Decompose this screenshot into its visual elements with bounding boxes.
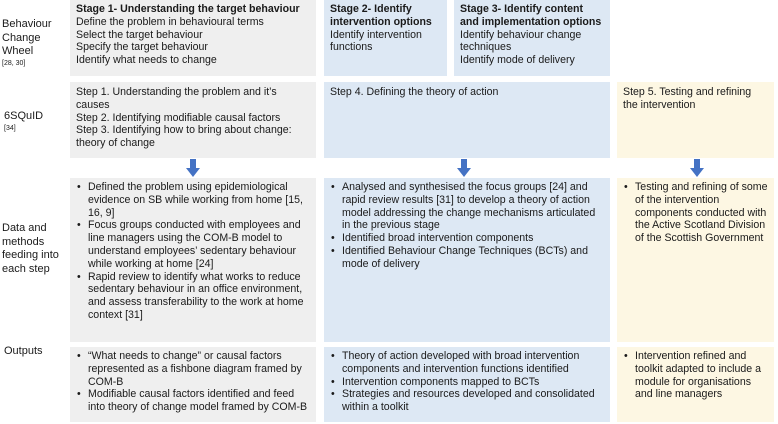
- squid-step-text: Step 1. Understanding the problem and it’s causes: [76, 86, 277, 111]
- bcw-stage2-box: [324, 0, 447, 76]
- row-label-bcw-ref: [28, 30]: [2, 59, 26, 67]
- data-col2-box: [324, 178, 610, 342]
- bcw-stage1-line: Define the problem in behavioural terms: [76, 15, 264, 28]
- squid-step-text: Step 5. Testing and refining the intervention: [623, 86, 752, 111]
- data-col1-list: [76, 181, 310, 322]
- list-item: • Modifiable causal factors identified and feed into theory of change model framed by COM-B: [76, 388, 310, 414]
- outputs-col3-list: [623, 350, 768, 401]
- bcw-stage2-line: Identify intervention functions: [330, 28, 422, 54]
- data-col3-list: [623, 181, 768, 245]
- bcw-stage1-box: [70, 0, 316, 76]
- row-label-outputs: [4, 345, 64, 359]
- outputs-col2-list: [330, 350, 604, 414]
- row-label-data-text: Data and methods feeding into each step: [2, 222, 59, 275]
- list-item: • Focus groups conducted with employees and line managers using the COM-B model to understand employees’ sedentary behaviour while working at home [24]: [76, 219, 310, 270]
- squid-col2-box: [324, 82, 610, 158]
- bcw-stage3-box: [454, 0, 610, 76]
- row-label-6squid: [4, 110, 64, 134]
- list-item: • Identified Behaviour Change Techniques (BCTs) and mode of delivery: [330, 245, 604, 271]
- outputs-col1-box: [70, 347, 316, 422]
- list-item: • Identified broad intervention components: [330, 232, 604, 245]
- row-label-bcw: [2, 18, 68, 69]
- list-item: • Intervention components mapped to BCTs: [330, 376, 604, 389]
- squid-step-text: Step 3. Identifying how to bring about change: theory of change: [76, 124, 292, 150]
- list-item: • Testing and refining of some of the intervention components conducted with the Active Scotland Division of the Scottish Government: [623, 181, 768, 245]
- data-col1-box: [70, 178, 316, 342]
- bcw-stage1-line: Identify what needs to change: [76, 54, 217, 67]
- squid-step-text: Step 2. Identifying modifiable causal factors: [76, 111, 281, 124]
- squid-step-text: Step 4. Defining the theory of action: [330, 86, 499, 98]
- row-label-outputs-text: Outputs: [4, 345, 43, 357]
- data-col2-list: [330, 181, 604, 271]
- bcw-stage1-line: Select the target behaviour: [76, 28, 203, 41]
- bcw-stage3-line: Identify mode of delivery: [460, 54, 575, 67]
- squid-col1-box: [70, 82, 316, 158]
- row-label-6squid-text: 6SQuID: [4, 110, 44, 122]
- list-item: • Theory of action developed with broad intervention components and intervention functions identified: [330, 350, 604, 376]
- list-item: • Defined the problem using epidemiological evidence on SB while working from home [15, 16, 9]: [76, 181, 310, 219]
- bcw-stage1-title: Stage 1- Understanding the target behaviour: [76, 3, 300, 15]
- outputs-col2-box: [324, 347, 610, 422]
- bcw-stage3-title: Stage 3- Identify content and implementation options: [460, 3, 602, 28]
- list-item: • Intervention refined and toolkit adapted to include a module for organisations and line managers: [623, 350, 768, 401]
- squid-col3-box: [617, 82, 774, 158]
- bcw-stage1-line: Specify the target behaviour: [76, 41, 208, 54]
- down-arrow-icon: [186, 159, 200, 177]
- row-label-bcw-text: Behaviour Change Wheel: [2, 18, 52, 57]
- down-arrow-icon: [457, 159, 471, 177]
- bcw-stage3-line: Identify behaviour change techniques: [460, 28, 582, 54]
- list-item: • “What needs to change” or causal factors represented as a fishbone diagram framed by COM-B: [76, 350, 310, 388]
- outputs-col3-box: [617, 347, 774, 422]
- bcw-stage2-title: Stage 2- Identify intervention options: [330, 3, 432, 28]
- row-label-6squid-ref: [34]: [4, 124, 16, 132]
- row-label-data: [2, 222, 66, 276]
- data-col3-box: [617, 178, 774, 342]
- outputs-col1-list: [76, 350, 310, 414]
- list-item: • Strategies and resources developed and consolidated within a toolkit: [330, 388, 604, 414]
- list-item: • Analysed and synthesised the focus groups [24] and rapid review results [31] to develop a theory of action model addressing the change mechanisms articulated in the previous stage: [330, 181, 604, 232]
- list-item: • Rapid review to identify what works to reduce sedentary behaviour in an office environment, and assess transferability to the work at home context [31]: [76, 271, 310, 322]
- down-arrow-icon: [690, 159, 704, 177]
